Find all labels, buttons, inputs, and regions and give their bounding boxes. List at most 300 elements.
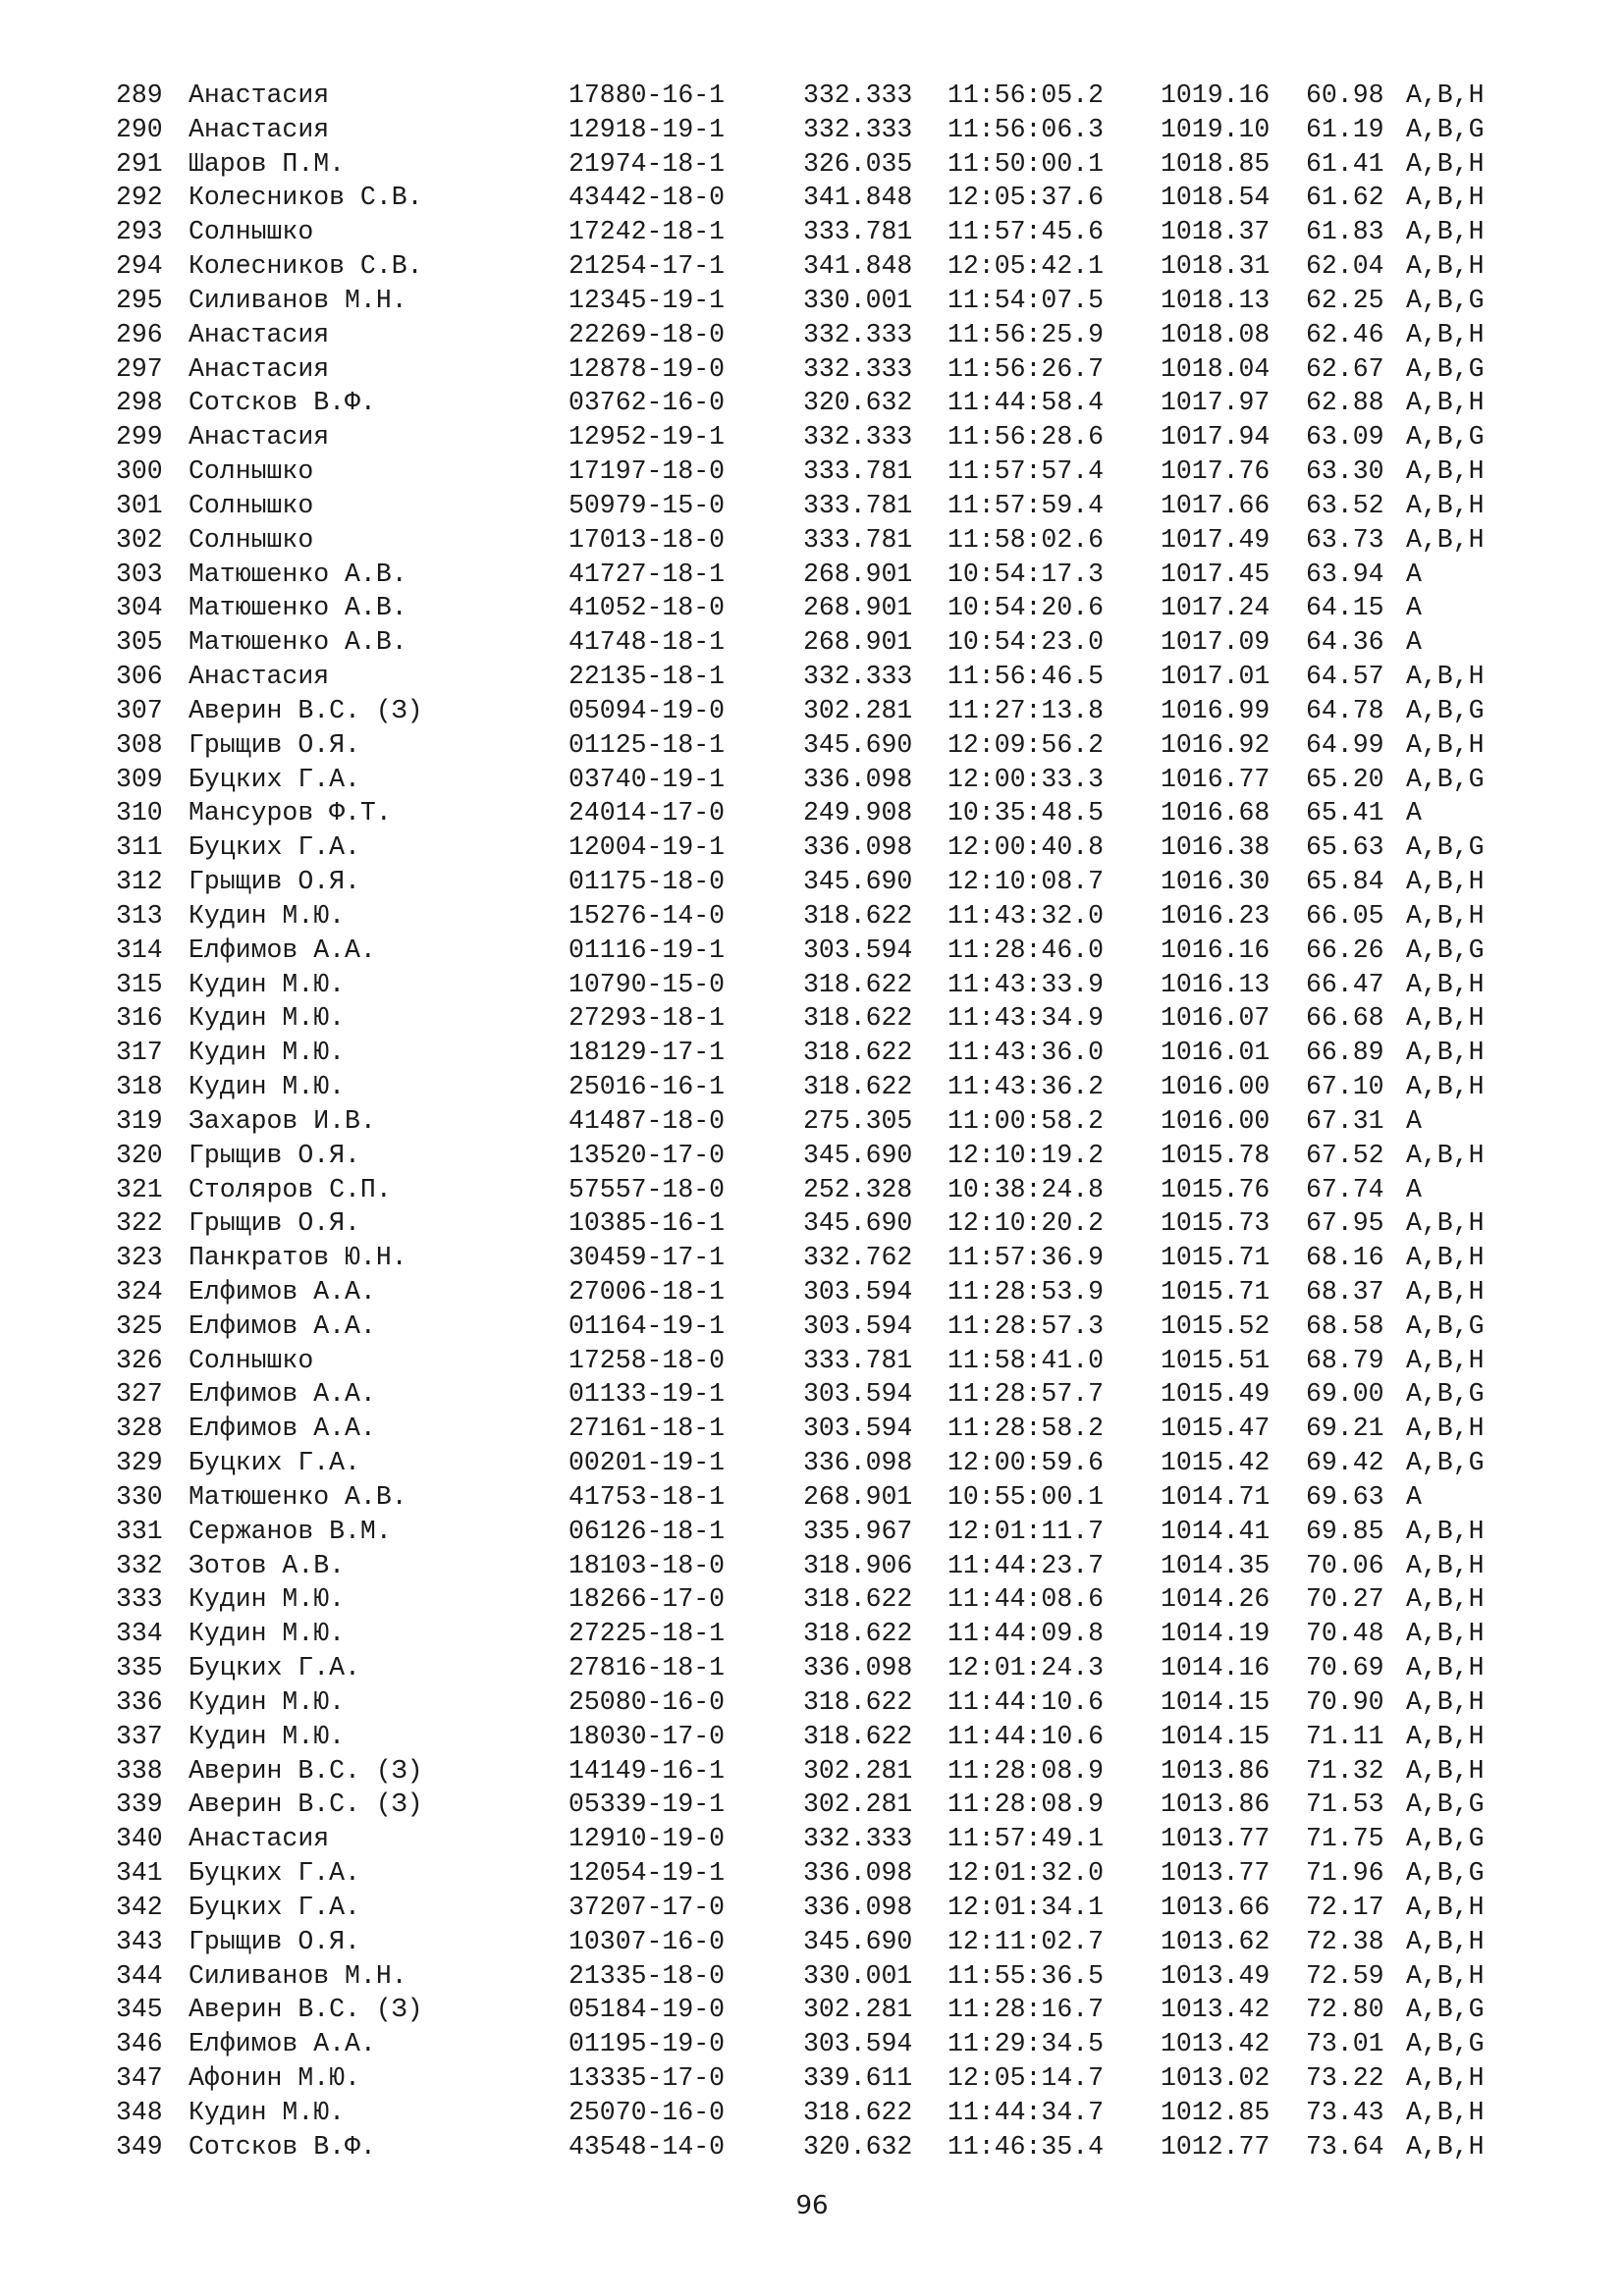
- speed: 1015.52: [1161, 1310, 1271, 1341]
- speed: 1013.62: [1161, 1926, 1271, 1956]
- table-row: [116, 1412, 1549, 1446]
- distance: 302.281: [803, 1789, 913, 1820]
- row-number: 302: [116, 524, 163, 555]
- arrival-time: 11:56:25.9: [947, 319, 1105, 349]
- arrival-time: 12:11:02.7: [947, 1926, 1105, 1956]
- speed: 1017.66: [1161, 490, 1271, 520]
- speed: 1016.16: [1161, 934, 1271, 965]
- row-number: 298: [116, 388, 163, 418]
- row-number: 296: [116, 319, 163, 349]
- points: 66.26: [1306, 934, 1384, 965]
- fancier-name: Кудин М.Ю.: [189, 1686, 346, 1717]
- ring-number: 13335-17-0: [568, 2063, 726, 2094]
- fancier-name: Елфимов А.А.: [189, 1310, 376, 1341]
- arrival-time: 10:54:17.3: [947, 559, 1105, 589]
- fancier-name: Анастасия: [189, 319, 330, 349]
- fancier-name: Буцких Г.А.: [189, 832, 360, 863]
- distance: 336.098: [803, 764, 913, 794]
- arrival-time: 11:58:02.6: [947, 524, 1105, 555]
- groups: A,B,H: [1406, 1686, 1485, 1717]
- distance: 318.622: [803, 1038, 913, 1068]
- speed: 1014.35: [1161, 1550, 1271, 1580]
- ring-number: 17242-18-1: [568, 217, 726, 247]
- points: 67.10: [1306, 1072, 1384, 1102]
- speed: 1016.77: [1161, 764, 1271, 794]
- arrival-time: 10:35:48.5: [947, 798, 1105, 828]
- fancier-name: Кудин М.Ю.: [189, 1584, 346, 1615]
- distance: 330.001: [803, 285, 913, 315]
- fancier-name: Кудин М.Ю.: [189, 1038, 346, 1068]
- speed: 1015.71: [1161, 1276, 1271, 1307]
- ring-number: 03762-16-0: [568, 388, 726, 418]
- ring-number: 12918-19-1: [568, 114, 726, 144]
- groups: A,B,G: [1406, 285, 1485, 315]
- distance: 345.690: [803, 867, 913, 897]
- table-row: [116, 2130, 1549, 2164]
- points: 60.98: [1306, 80, 1384, 110]
- groups: A,B,H: [1406, 1276, 1485, 1307]
- speed: 1012.85: [1161, 2097, 1271, 2127]
- row-number: 328: [116, 1414, 163, 1444]
- row-number: 329: [116, 1448, 163, 1478]
- ring-number: 30459-17-1: [568, 1243, 726, 1273]
- arrival-time: 12:00:59.6: [947, 1448, 1105, 1478]
- ring-number: 43442-18-0: [568, 183, 726, 213]
- ring-number: 03740-19-1: [568, 764, 726, 794]
- table-row: [116, 1925, 1549, 1959]
- fancier-name: Сотсков В.Ф.: [189, 2131, 376, 2162]
- arrival-time: 12:10:20.2: [947, 1208, 1105, 1239]
- distance: 303.594: [803, 1414, 913, 1444]
- fancier-name: Анастасия: [189, 353, 330, 384]
- arrival-time: 11:44:34.7: [947, 2097, 1105, 2127]
- arrival-time: 11:28:08.9: [947, 1789, 1105, 1820]
- row-number: 333: [116, 1584, 163, 1615]
- table-row: [116, 968, 1549, 1002]
- groups: A,B,H: [1406, 1003, 1485, 1034]
- row-number: 310: [116, 798, 163, 828]
- groups: A,B,H: [1406, 900, 1485, 931]
- arrival-time: 11:43:36.2: [947, 1072, 1105, 1102]
- arrival-time: 12:05:42.1: [947, 251, 1105, 282]
- fancier-name: Матюшенко А.В.: [189, 627, 407, 658]
- row-number: 347: [116, 2063, 163, 2094]
- arrival-time: 11:28:16.7: [947, 1995, 1105, 2025]
- groups: A,B,H: [1406, 1208, 1485, 1239]
- ring-number: 06126-18-1: [568, 1516, 726, 1546]
- fancier-name: Силиванов М.Н.: [189, 1960, 407, 1991]
- speed: 1016.68: [1161, 798, 1271, 828]
- table-row: [116, 796, 1549, 830]
- table-row: [116, 558, 1549, 592]
- groups: A: [1406, 1481, 1422, 1512]
- speed: 1013.02: [1161, 2063, 1271, 2094]
- distance: 341.848: [803, 183, 913, 213]
- points: 62.25: [1306, 285, 1384, 315]
- table-row: [116, 2027, 1549, 2061]
- groups: A,B,G: [1406, 695, 1485, 725]
- speed: 1015.51: [1161, 1345, 1271, 1375]
- distance: 345.690: [803, 1140, 913, 1170]
- row-number: 317: [116, 1038, 163, 1068]
- arrival-time: 12:10:19.2: [947, 1140, 1105, 1170]
- distance: 336.098: [803, 1448, 913, 1478]
- table-row: [116, 1309, 1549, 1344]
- ring-number: 13520-17-0: [568, 1140, 726, 1170]
- table-row: [116, 1515, 1549, 1549]
- groups: A,B,H: [1406, 1755, 1485, 1786]
- points: 63.09: [1306, 422, 1384, 453]
- row-number: 294: [116, 251, 163, 282]
- speed: 1017.01: [1161, 662, 1271, 692]
- points: 70.69: [1306, 1653, 1384, 1683]
- distance: 332.333: [803, 80, 913, 110]
- arrival-time: 11:43:32.0: [947, 900, 1105, 931]
- arrival-time: 12:05:37.6: [947, 183, 1105, 213]
- distance: 333.781: [803, 456, 913, 487]
- table-row: [116, 454, 1549, 489]
- ring-number: 01195-19-0: [568, 2029, 726, 2059]
- ring-number: 01125-18-1: [568, 729, 726, 760]
- ring-number: 10385-16-1: [568, 1208, 726, 1239]
- speed: 1015.42: [1161, 1448, 1271, 1478]
- ring-number: 27006-18-1: [568, 1276, 726, 1307]
- speed: 1018.85: [1161, 148, 1271, 179]
- distance: 332.333: [803, 114, 913, 144]
- speed: 1014.19: [1161, 1619, 1271, 1649]
- points: 73.01: [1306, 2029, 1384, 2059]
- row-number: 345: [116, 1995, 163, 2025]
- table-row: [116, 1206, 1549, 1241]
- fancier-name: Буцких Г.А.: [189, 1653, 360, 1683]
- table-row: [116, 1582, 1549, 1617]
- row-number: 343: [116, 1926, 163, 1956]
- row-number: 340: [116, 1824, 163, 1854]
- fancier-name: Грыщив О.Я.: [189, 729, 360, 760]
- distance: 332.333: [803, 662, 913, 692]
- arrival-time: 11:43:36.0: [947, 1038, 1105, 1068]
- table-row: [116, 1001, 1549, 1036]
- fancier-name: Грыщив О.Я.: [189, 1140, 360, 1170]
- speed: 1017.09: [1161, 627, 1271, 658]
- fancier-name: Силиванов М.Н.: [189, 285, 407, 315]
- ring-number: 22135-18-1: [568, 662, 726, 692]
- speed: 1013.86: [1161, 1789, 1271, 1820]
- distance: 345.690: [803, 1926, 913, 1956]
- table-row: [116, 113, 1549, 147]
- groups: A,B,H: [1406, 490, 1485, 520]
- table-row: [116, 728, 1549, 763]
- fancier-name: Кудин М.Ю.: [189, 1003, 346, 1034]
- speed: 1016.30: [1161, 867, 1271, 897]
- row-number: 348: [116, 2097, 163, 2127]
- row-number: 342: [116, 1892, 163, 1922]
- speed: 1017.45: [1161, 559, 1271, 589]
- speed: 1016.38: [1161, 832, 1271, 863]
- fancier-name: Буцких Г.А.: [189, 764, 360, 794]
- points: 66.05: [1306, 900, 1384, 931]
- arrival-time: 11:44:58.4: [947, 388, 1105, 418]
- distance: 268.901: [803, 559, 913, 589]
- fancier-name: Матюшенко А.В.: [189, 1481, 407, 1512]
- row-number: 313: [116, 900, 163, 931]
- row-number: 291: [116, 148, 163, 179]
- ring-number: 18030-17-0: [568, 1721, 726, 1751]
- table-row: [116, 1036, 1549, 1070]
- arrival-time: 11:28:53.9: [947, 1276, 1105, 1307]
- groups: A,B,H: [1406, 1345, 1485, 1375]
- groups: A,B,H: [1406, 1243, 1485, 1273]
- speed: 1017.24: [1161, 593, 1271, 623]
- points: 65.84: [1306, 867, 1384, 897]
- groups: A,B,G: [1406, 422, 1485, 453]
- points: 66.89: [1306, 1038, 1384, 1068]
- ring-number: 12910-19-0: [568, 1824, 726, 1854]
- fancier-name: Анастасия: [189, 80, 330, 110]
- groups: A,B,H: [1406, 1653, 1485, 1683]
- speed: 1013.86: [1161, 1755, 1271, 1786]
- arrival-time: 11:27:13.8: [947, 695, 1105, 725]
- fancier-name: Анастасия: [189, 422, 330, 453]
- row-number: 339: [116, 1789, 163, 1820]
- row-number: 290: [116, 114, 163, 144]
- fancier-name: Афонин М.Ю.: [189, 2063, 360, 2094]
- ring-number: 12004-19-1: [568, 832, 726, 863]
- row-number: 320: [116, 1140, 163, 1170]
- ring-number: 50979-15-0: [568, 490, 726, 520]
- ring-number: 14149-16-1: [568, 1755, 726, 1786]
- arrival-time: 11:29:34.5: [947, 2029, 1105, 2059]
- groups: A,B,H: [1406, 1516, 1485, 1546]
- ring-number: 05339-19-1: [568, 1789, 726, 1820]
- arrival-time: 11:00:58.2: [947, 1105, 1105, 1136]
- distance: 326.035: [803, 148, 913, 179]
- table-row: [116, 79, 1549, 113]
- row-number: 331: [116, 1516, 163, 1546]
- ring-number: 18266-17-0: [568, 1584, 726, 1615]
- distance: 336.098: [803, 1892, 913, 1922]
- groups: A: [1406, 627, 1422, 658]
- ring-number: 41052-18-0: [568, 593, 726, 623]
- arrival-time: 10:54:23.0: [947, 627, 1105, 658]
- row-number: 300: [116, 456, 163, 487]
- row-number: 307: [116, 695, 163, 725]
- points: 62.67: [1306, 353, 1384, 384]
- fancier-name: Захаров И.В.: [189, 1105, 376, 1136]
- speed: 1015.73: [1161, 1208, 1271, 1239]
- distance: 320.632: [803, 388, 913, 418]
- speed: 1016.07: [1161, 1003, 1271, 1034]
- row-number: 293: [116, 217, 163, 247]
- speed: 1017.94: [1161, 422, 1271, 453]
- points: 68.58: [1306, 1310, 1384, 1341]
- distance: 333.781: [803, 490, 913, 520]
- arrival-time: 11:43:34.9: [947, 1003, 1105, 1034]
- table-row: [116, 1104, 1549, 1139]
- row-number: 330: [116, 1481, 163, 1512]
- groups: A,B,H: [1406, 867, 1485, 897]
- row-number: 319: [116, 1105, 163, 1136]
- points: 67.52: [1306, 1140, 1384, 1170]
- speed: 1013.42: [1161, 1995, 1271, 2025]
- points: 67.95: [1306, 1208, 1384, 1239]
- fancier-name: Грыщив О.Я.: [189, 1208, 360, 1239]
- ring-number: 27225-18-1: [568, 1619, 726, 1649]
- ring-number: 25080-16-0: [568, 1686, 726, 1717]
- ring-number: 05184-19-0: [568, 1995, 726, 2025]
- points: 61.62: [1306, 183, 1384, 213]
- arrival-time: 10:38:24.8: [947, 1174, 1105, 1204]
- table-row: [116, 1788, 1549, 1822]
- fancier-name: Елфимов А.А.: [189, 1379, 376, 1410]
- distance: 318.622: [803, 1619, 913, 1649]
- groups: A,B,G: [1406, 1379, 1485, 1410]
- arrival-time: 10:55:00.1: [947, 1481, 1105, 1512]
- points: 68.37: [1306, 1276, 1384, 1307]
- points: 69.42: [1306, 1448, 1384, 1478]
- points: 61.41: [1306, 148, 1384, 179]
- row-number: 324: [116, 1276, 163, 1307]
- ring-number: 17258-18-0: [568, 1345, 726, 1375]
- fancier-name: Грыщив О.Я.: [189, 867, 360, 897]
- groups: A,B,G: [1406, 934, 1485, 965]
- groups: A,B,H: [1406, 1960, 1485, 1991]
- row-number: 297: [116, 353, 163, 384]
- points: 71.53: [1306, 1789, 1384, 1820]
- table-row: [116, 660, 1549, 694]
- groups: A,B,H: [1406, 183, 1485, 213]
- row-number: 338: [116, 1755, 163, 1786]
- distance: 302.281: [803, 1755, 913, 1786]
- groups: A,B,G: [1406, 1858, 1485, 1889]
- arrival-time: 11:56:06.3: [947, 114, 1105, 144]
- arrival-time: 11:46:35.4: [947, 2131, 1105, 2162]
- speed: 1016.00: [1161, 1105, 1271, 1136]
- fancier-name: Елфимов А.А.: [189, 1414, 376, 1444]
- row-number: 299: [116, 422, 163, 453]
- row-number: 292: [116, 183, 163, 213]
- fancier-name: Аверин В.С. (З): [189, 1755, 423, 1786]
- table-row: [116, 284, 1549, 318]
- points: 62.04: [1306, 251, 1384, 282]
- row-number: 335: [116, 1653, 163, 1683]
- groups: A,B,G: [1406, 764, 1485, 794]
- row-number: 341: [116, 1858, 163, 1889]
- row-number: 327: [116, 1379, 163, 1410]
- table-row: [116, 1959, 1549, 1994]
- distance: 318.906: [803, 1550, 913, 1580]
- points: 68.79: [1306, 1345, 1384, 1375]
- points: 65.41: [1306, 798, 1384, 828]
- groups: A: [1406, 559, 1422, 589]
- fancier-name: Анастасия: [189, 1824, 330, 1854]
- row-number: 334: [116, 1619, 163, 1649]
- row-number: 315: [116, 969, 163, 999]
- table-row: [116, 1856, 1549, 1891]
- table-row: [116, 591, 1549, 625]
- row-number: 332: [116, 1550, 163, 1580]
- distance: 336.098: [803, 1858, 913, 1889]
- fancier-name: Кудин М.Ю.: [189, 1072, 346, 1102]
- distance: 333.781: [803, 217, 913, 247]
- arrival-time: 11:57:59.4: [947, 490, 1105, 520]
- speed: 1014.15: [1161, 1686, 1271, 1717]
- fancier-name: Елфимов А.А.: [189, 2029, 376, 2059]
- table-row: [116, 352, 1549, 387]
- ring-number: 12345-19-1: [568, 285, 726, 315]
- ring-number: 17197-18-0: [568, 456, 726, 487]
- groups: A,B,H: [1406, 251, 1485, 282]
- fancier-name: Кудин М.Ю.: [189, 1619, 346, 1649]
- groups: A,B,H: [1406, 1140, 1485, 1170]
- fancier-name: Столяров С.П.: [189, 1174, 392, 1204]
- distance: 303.594: [803, 934, 913, 965]
- arrival-time: 11:28:57.7: [947, 1379, 1105, 1410]
- table-row: [116, 318, 1549, 352]
- groups: A,B,H: [1406, 1038, 1485, 1068]
- points: 70.48: [1306, 1619, 1384, 1649]
- arrival-time: 11:44:10.6: [947, 1721, 1105, 1751]
- ring-number: 21335-18-0: [568, 1960, 726, 1991]
- fancier-name: Сотсков В.Ф.: [189, 388, 376, 418]
- speed: 1013.77: [1161, 1858, 1271, 1889]
- row-number: 309: [116, 764, 163, 794]
- row-number: 349: [116, 2131, 163, 2162]
- table-row: [116, 694, 1549, 728]
- distance: 318.622: [803, 1584, 913, 1615]
- distance: 339.611: [803, 2063, 913, 2094]
- distance: 303.594: [803, 1310, 913, 1341]
- arrival-time: 10:54:20.6: [947, 593, 1105, 623]
- table-row: [116, 763, 1549, 797]
- table-row: [116, 386, 1549, 420]
- distance: 268.901: [803, 627, 913, 658]
- row-number: 346: [116, 2029, 163, 2059]
- fancier-name: Анастасия: [189, 662, 330, 692]
- points: 72.17: [1306, 1892, 1384, 1922]
- fancier-name: Аверин В.С. (З): [189, 695, 423, 725]
- ring-number: 25070-16-0: [568, 2097, 726, 2127]
- groups: A,B,H: [1406, 1721, 1485, 1751]
- ring-number: 15276-14-0: [568, 900, 726, 931]
- distance: 268.901: [803, 593, 913, 623]
- groups: A,B,H: [1406, 1892, 1485, 1922]
- points: 65.63: [1306, 832, 1384, 863]
- ring-number: 27293-18-1: [568, 1003, 726, 1034]
- table-row: [116, 1651, 1549, 1685]
- arrival-time: 11:43:33.9: [947, 969, 1105, 999]
- fancier-name: Аверин В.С. (З): [189, 1789, 423, 1820]
- fancier-name: Грыщив О.Я.: [189, 1926, 360, 1956]
- speed: 1015.49: [1161, 1379, 1271, 1410]
- ring-number: 21974-18-1: [568, 148, 726, 179]
- points: 72.38: [1306, 1926, 1384, 1956]
- fancier-name: Панкратов Ю.Н.: [189, 1243, 407, 1273]
- speed: 1019.16: [1161, 80, 1271, 110]
- ring-number: 18103-18-0: [568, 1550, 726, 1580]
- table-row: [116, 1139, 1549, 1173]
- ring-number: 17880-16-1: [568, 80, 726, 110]
- arrival-time: 12:01:11.7: [947, 1516, 1105, 1546]
- speed: 1016.13: [1161, 969, 1271, 999]
- row-number: 308: [116, 729, 163, 760]
- fancier-name: Буцких Г.А.: [189, 1892, 360, 1922]
- arrival-time: 11:44:10.6: [947, 1686, 1105, 1717]
- table-row: [116, 1275, 1549, 1309]
- row-number: 304: [116, 593, 163, 623]
- table-row: [116, 1446, 1549, 1480]
- distance: 320.632: [803, 2131, 913, 2162]
